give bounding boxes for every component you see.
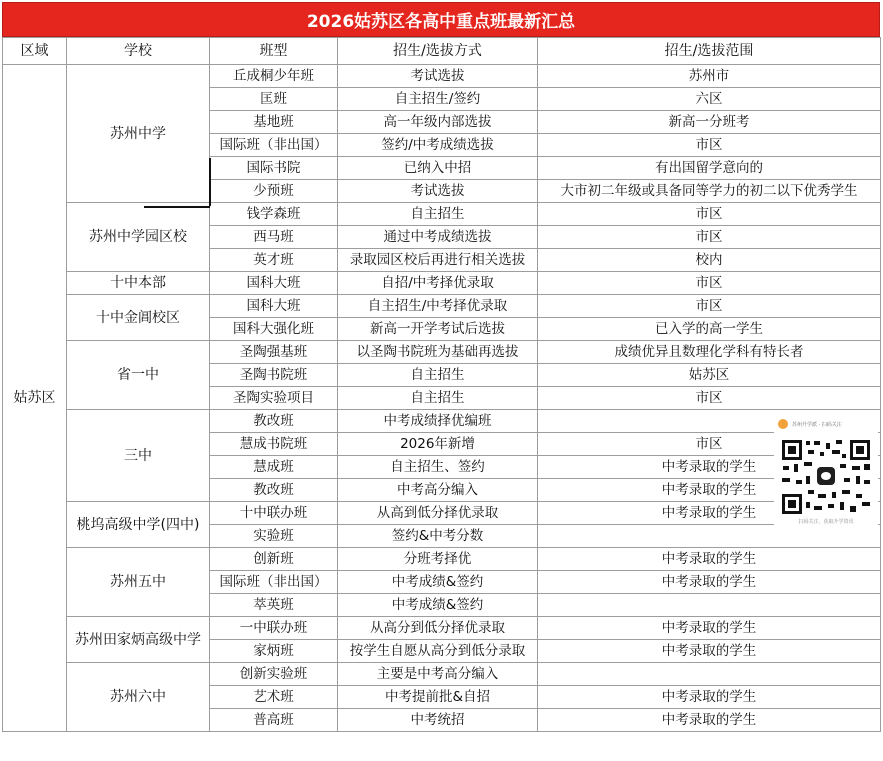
method-cell: 自主招生 <box>338 387 538 410</box>
class-type-cell: 国际书院 <box>210 157 338 180</box>
method-cell: 自主招生、签约 <box>338 456 538 479</box>
class-type-cell: 少预班 <box>210 180 338 203</box>
class-type-cell: 圣陶书院班 <box>210 364 338 387</box>
class-type-cell: 国科大班 <box>210 272 338 295</box>
scope-cell: 中考录取的学生 <box>538 617 881 640</box>
class-type-cell: 艺术班 <box>210 686 338 709</box>
school-cell: 苏州五中 <box>67 548 210 617</box>
method-cell: 考试选拔 <box>338 65 538 88</box>
ink-stroke-horizontal <box>144 206 210 208</box>
table-row <box>3 65 881 88</box>
qr-code-icon <box>780 438 872 516</box>
scope-cell: 市区 <box>538 203 881 226</box>
header-cell-method: 招生/选拔方式 <box>338 38 538 65</box>
method-cell: 自主招生/签约 <box>338 88 538 111</box>
summary-table <box>2 37 881 732</box>
class-type-cell: 萃英班 <box>210 594 338 617</box>
scope-cell: 中考录取的学生 <box>538 502 881 525</box>
method-cell: 按学生自愿从高分到低分录取 <box>338 640 538 663</box>
scope-cell: 姑苏区 <box>538 364 881 387</box>
table-row <box>3 502 881 525</box>
scope-cell: 校内 <box>538 249 881 272</box>
brand-badge-icon <box>778 419 788 429</box>
method-cell: 中考成绩择优编班 <box>338 410 538 433</box>
class-type-cell: 钱学森班 <box>210 203 338 226</box>
class-type-cell: 基地班 <box>210 111 338 134</box>
table-row <box>3 617 881 640</box>
class-type-cell: 国际班（非出国） <box>210 134 338 157</box>
class-type-cell: 国科大强化班 <box>210 318 338 341</box>
scope-cell: 中考录取的学生 <box>538 456 881 479</box>
class-type-cell: 慧成书院班 <box>210 433 338 456</box>
qr-watermark <box>774 414 878 534</box>
scope-cell: 市区 <box>538 387 881 410</box>
scope-cell: 已入学的高一学生 <box>538 318 881 341</box>
class-type-cell: 实验班 <box>210 525 338 548</box>
scope-cell: 市区 <box>538 134 881 157</box>
scope-cell: 中考录取的学生 <box>538 571 881 594</box>
table-row <box>3 295 881 318</box>
header-cell-scope: 招生/选拔范围 <box>538 38 881 65</box>
scope-cell: 成绩优异且数理化学科有特长者 <box>538 341 881 364</box>
method-cell: 录取园区校后再进行相关选拔 <box>338 249 538 272</box>
scope-cell: 市区 <box>538 226 881 249</box>
class-type-cell: 匡班 <box>210 88 338 111</box>
scope-cell: 六区 <box>538 88 881 111</box>
class-type-cell: 圣陶强基班 <box>210 341 338 364</box>
class-type-cell: 十中联办班 <box>210 502 338 525</box>
school-cell: 桃坞高级中学(四中) <box>67 502 210 548</box>
scope-cell: 中考录取的学生 <box>538 640 881 663</box>
region-cell: 姑苏区 <box>3 65 67 732</box>
method-cell: 已纳入中招 <box>338 157 538 180</box>
method-cell: 考试选拔 <box>338 180 538 203</box>
method-cell: 签约/中考成绩选拔 <box>338 134 538 157</box>
class-type-cell: 一中联办班 <box>210 617 338 640</box>
class-type-cell: 国科大班 <box>210 295 338 318</box>
table-row <box>3 410 881 433</box>
ink-stroke-vertical <box>209 158 211 206</box>
method-cell: 中考成绩&签约 <box>338 594 538 617</box>
school-cell: 苏州中学 <box>67 65 210 203</box>
method-cell: 中考成绩&签约 <box>338 571 538 594</box>
method-cell: 自主招生/中考择优录取 <box>338 295 538 318</box>
school-cell: 苏州六中 <box>67 663 210 732</box>
class-type-cell: 西马班 <box>210 226 338 249</box>
class-type-cell: 创新班 <box>210 548 338 571</box>
method-cell: 新高一开学考试后选拔 <box>338 318 538 341</box>
watermark-top-text: 苏州升学派 · 扫码关注 <box>792 421 842 428</box>
table-row <box>3 203 881 226</box>
scope-cell: 苏州市 <box>538 65 881 88</box>
method-cell: 2026年新增 <box>338 433 538 456</box>
school-cell: 苏州田家炳高级中学 <box>67 617 210 663</box>
scope-cell <box>538 663 881 686</box>
scope-cell: 中考录取的学生 <box>538 479 881 502</box>
scope-cell: 市区 <box>538 433 881 456</box>
scope-cell: 中考录取的学生 <box>538 709 881 732</box>
table-row <box>3 663 881 686</box>
class-type-cell: 国际班（非出国） <box>210 571 338 594</box>
school-cell: 三中 <box>67 410 210 502</box>
scope-cell: 市区 <box>538 272 881 295</box>
table-row <box>3 341 881 364</box>
class-type-cell: 丘成桐少年班 <box>210 65 338 88</box>
school-cell: 省一中 <box>67 341 210 410</box>
table-row <box>3 548 881 571</box>
method-cell: 中考统招 <box>338 709 538 732</box>
class-type-cell: 普高班 <box>210 709 338 732</box>
header-cell-region: 区域 <box>3 38 67 65</box>
class-type-cell: 创新实验班 <box>210 663 338 686</box>
method-cell: 高一年级内部选拔 <box>338 111 538 134</box>
method-cell: 通过中考成绩选拔 <box>338 226 538 249</box>
scope-cell: 新高一分班考 <box>538 111 881 134</box>
class-type-cell: 圣陶实验项目 <box>210 387 338 410</box>
class-type-cell: 慧成班 <box>210 456 338 479</box>
method-cell: 自招/中考择优录取 <box>338 272 538 295</box>
school-cell: 十中金阊校区 <box>67 295 210 341</box>
header-row <box>3 38 881 65</box>
school-cell: 苏州中学园区校 <box>67 203 210 272</box>
scope-cell: 大市初二年级或具备同等学力的初二以下优秀学生 <box>538 180 881 203</box>
header-cell-class-type: 班型 <box>210 38 338 65</box>
school-cell: 十中本部 <box>67 272 210 295</box>
table-title: 2026姑苏区各高中重点班最新汇总 <box>2 2 880 37</box>
scope-cell: 中考录取的学生 <box>538 686 881 709</box>
header-cell-school: 学校 <box>67 38 210 65</box>
table-row <box>3 272 881 295</box>
scope-cell <box>538 594 881 617</box>
scope-cell: 市区 <box>538 295 881 318</box>
method-cell: 从高分到低分择优录取 <box>338 617 538 640</box>
method-cell: 中考提前批&自招 <box>338 686 538 709</box>
method-cell: 以圣陶书院班为基础再选拔 <box>338 341 538 364</box>
spreadsheet <box>2 2 880 758</box>
method-cell: 中考高分编入 <box>338 479 538 502</box>
class-type-cell: 家炳班 <box>210 640 338 663</box>
method-cell: 分班考择优 <box>338 548 538 571</box>
method-cell: 自主招生 <box>338 364 538 387</box>
watermark-caption: 扫码关注，获取升学资讯 <box>798 519 854 525</box>
method-cell: 自主招生 <box>338 203 538 226</box>
method-cell: 主要是中考高分编入 <box>338 663 538 686</box>
method-cell: 从高到低分择优录取 <box>338 502 538 525</box>
scope-cell: 中考录取的学生 <box>538 548 881 571</box>
scope-cell: 有出国留学意向的 <box>538 157 881 180</box>
class-type-cell: 英才班 <box>210 249 338 272</box>
class-type-cell: 教改班 <box>210 479 338 502</box>
class-type-cell: 教改班 <box>210 410 338 433</box>
method-cell: 签约&中考分数 <box>338 525 538 548</box>
